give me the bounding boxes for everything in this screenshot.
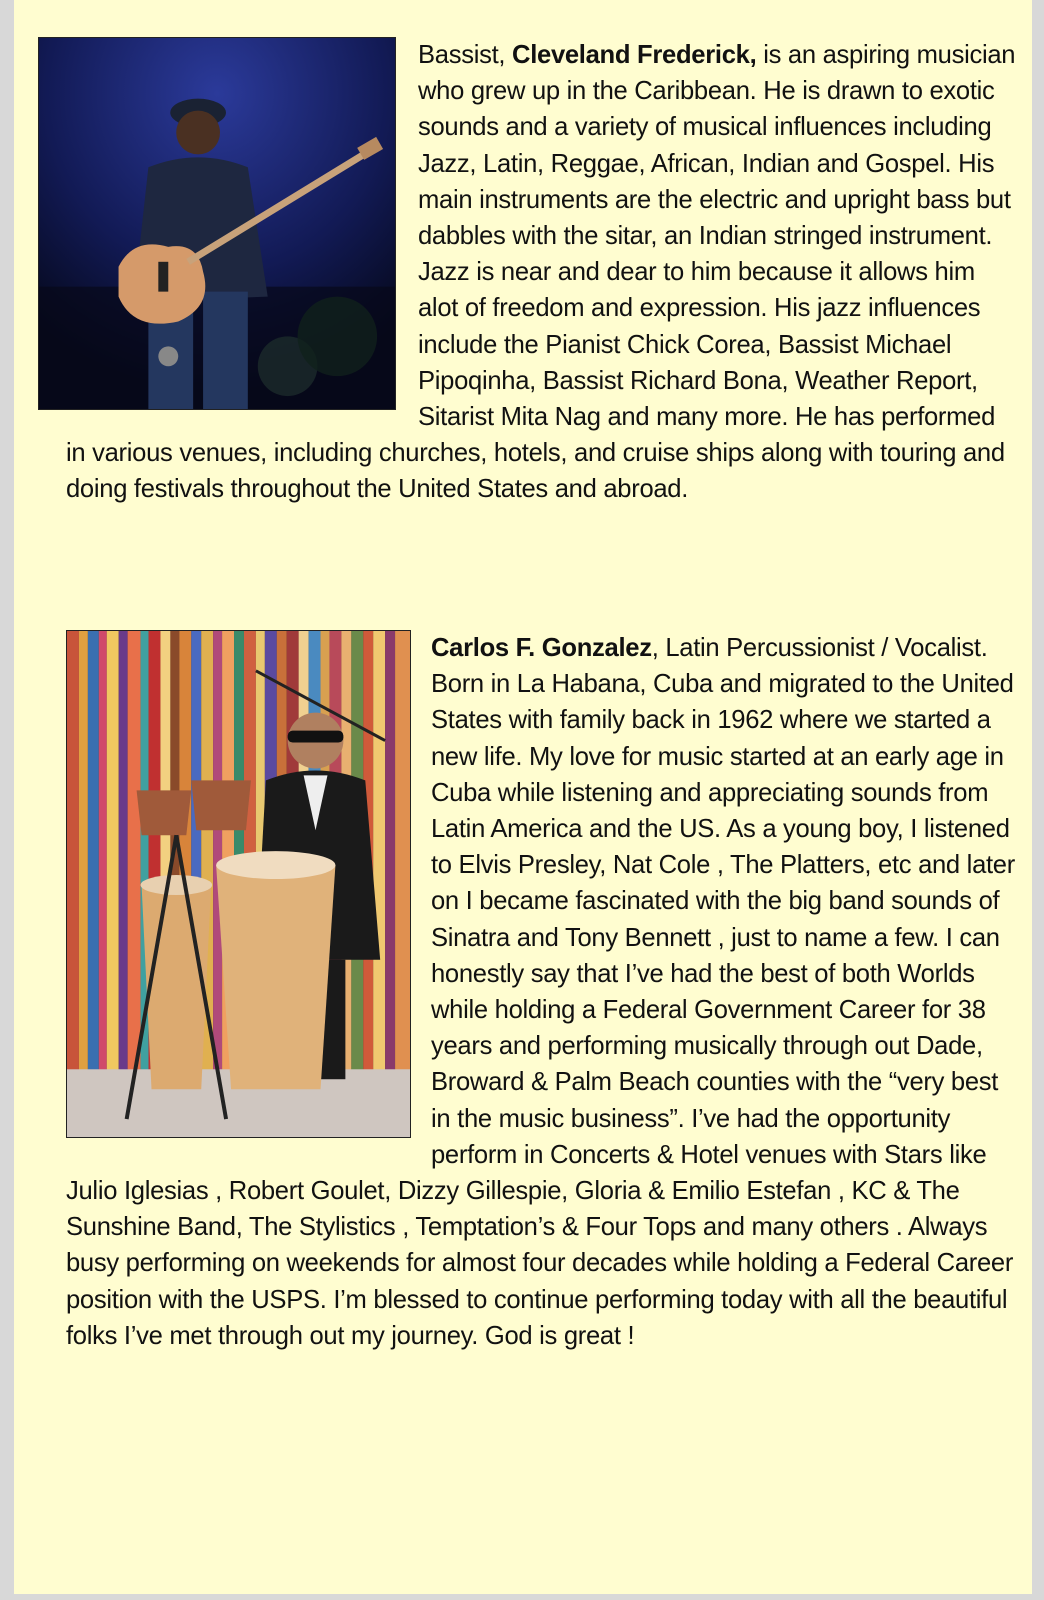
bio2-text: , Latin Percussionist / Vocalist. Born in La Habana, Cuba and migrated to the United States with family back in 1962 where we started a new life. My love for music started at an early age in Cuba while listening and appreciating sounds from Latin America and the US. As a young boy, I listened to Elvis Presley, Nat Cole , The Platters, etc and later on I became fascinated with the big band sounds of Sinatra and Tony Bennett , just to name a few. I can honestly say that I’ve had the best of both Worlds while holding a Federal Government Career for 38 years and performing musically through out Dade, Broward & Palm Beach counties with the “very best in the music business”. I’ve had the opportunity perform in Concerts & Hotel venues with Stars like Julio Iglesias , Robert Goulet, Dizzy Gillespie, Gloria & Emilio Estefan , KC & The Sunshine Band, The Stylistics , Temptation’s & Four Tops and many others . Always busy performing on weekends for almost four decades while holding a Federal Career position with the USPS. I’m blessed to continue performing today with all the beautiful folks I’ve met through out my journey. God is great ! [66, 634, 1015, 1350]
page [14, 0, 1032, 1594]
photo-bassist [38, 37, 396, 410]
bio2-name: Carlos F. Gonzalez [431, 634, 652, 662]
photo-percussionist [66, 630, 411, 1138]
bio-cleveland-frederick [66, 37, 1016, 508]
bio1-prefix: Bassist, [418, 41, 513, 69]
bio-carlos-gonzalez [66, 630, 1016, 1354]
bio1-text-part2: Jazz is near and dear to him because it allows him alot of freedom and expression. His jazz influences include the Pianist Chick Corea, Bassist Michael Pipoqinha, Bassist Richard Bona, Weather Report, Sitarist Mita Nag and many more. He has performed in various venues, including churches, hotels, and cruise ships along with touring and doing festivals throughout the United States and abroad. [66, 258, 1005, 504]
bio1-name: Cleveland Frederick, [512, 41, 757, 69]
bio1-text-part1: is an aspiring musician who grew up in the Caribbean. He is drawn to exotic sounds and a variety of musical influences including Jazz, Latin, Reggae, African, Indian and Gospel. His main instruments are the electric and upright bass but dabbles with the sitar, an Indian stringed instrument. [418, 41, 1016, 251]
